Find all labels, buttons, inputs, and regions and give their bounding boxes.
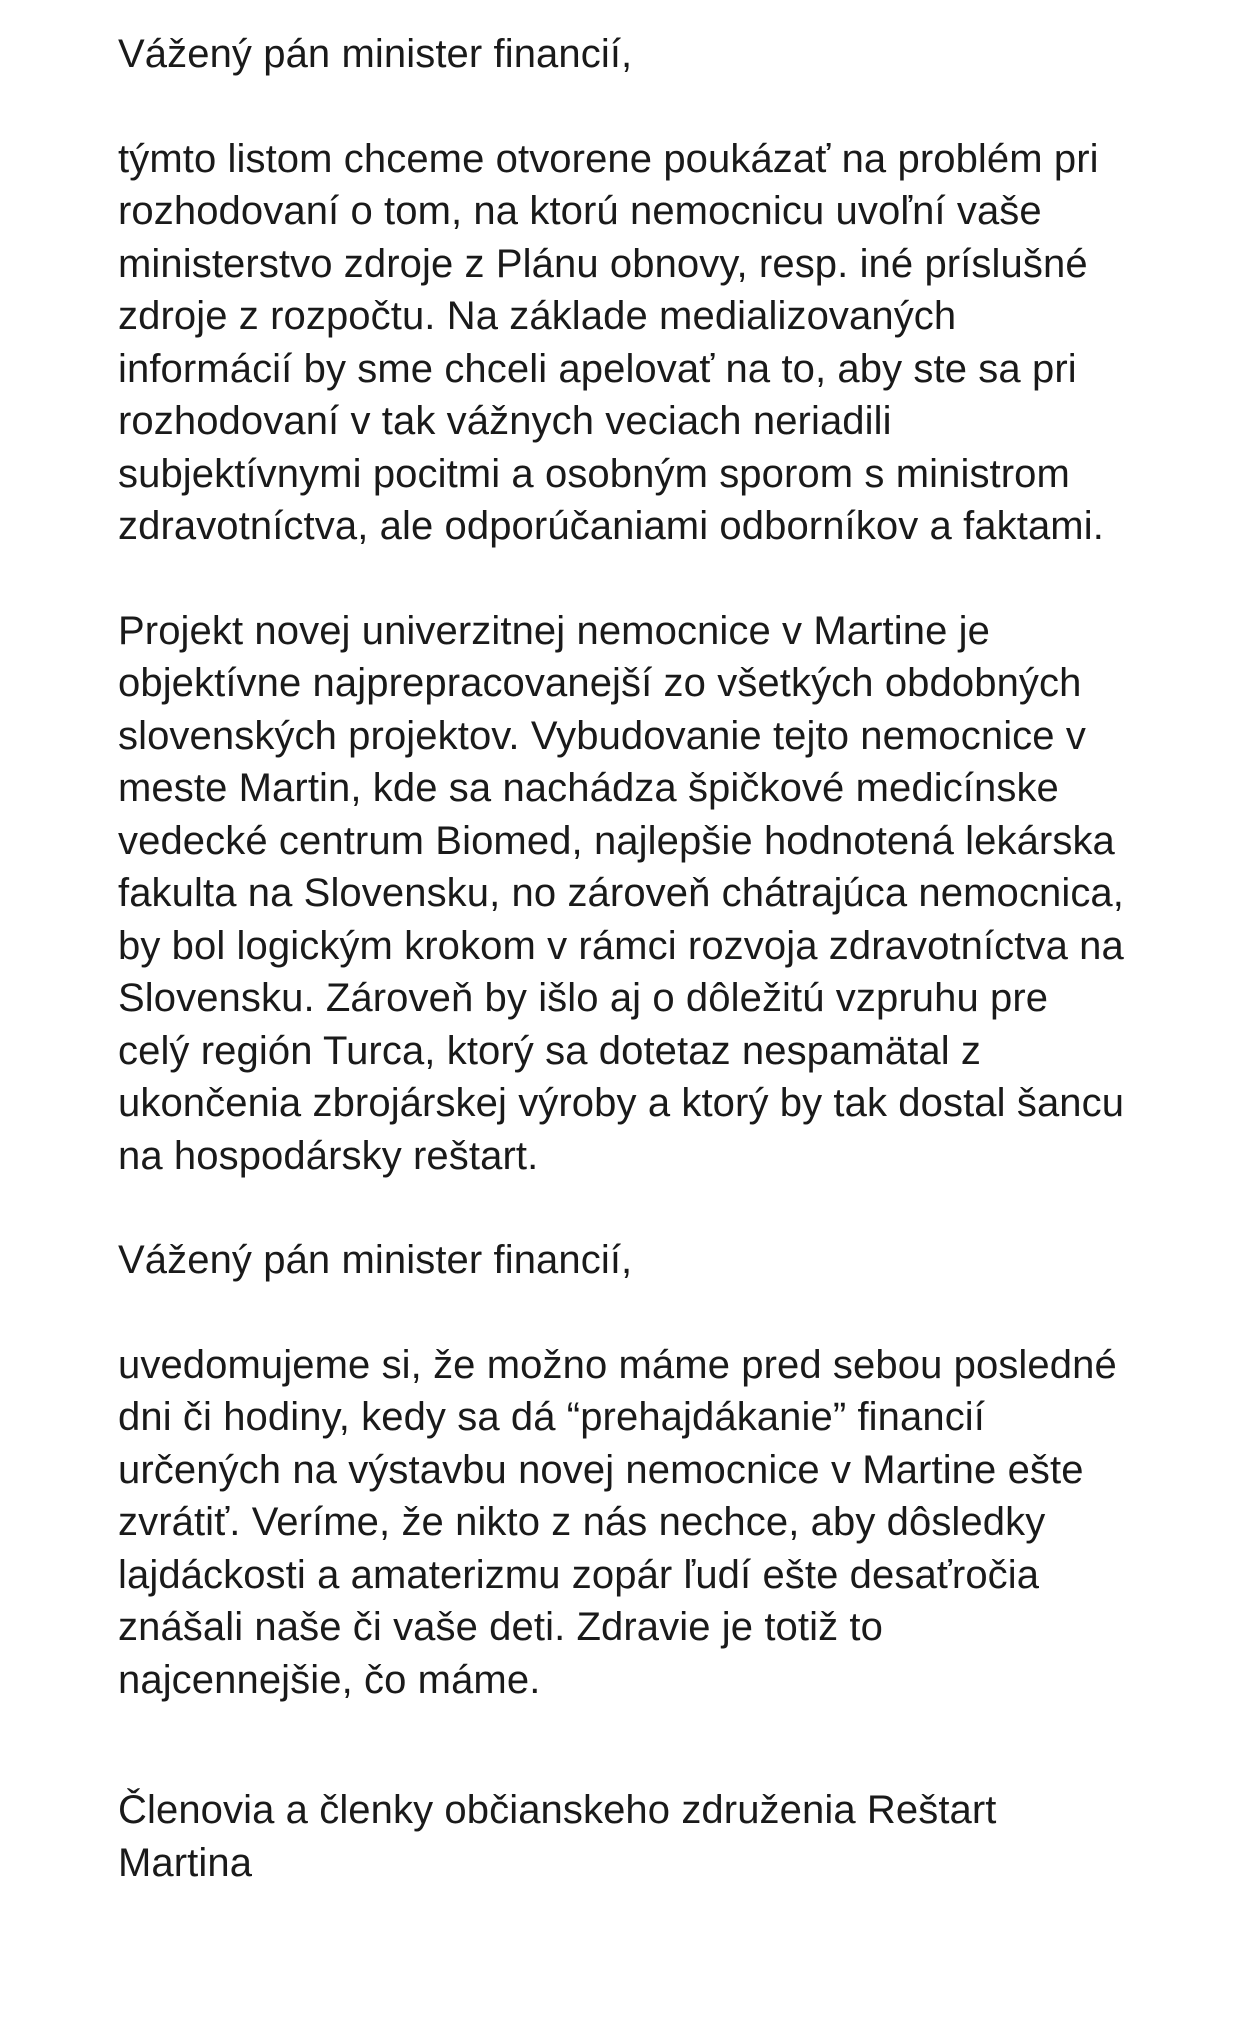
paragraph: uvedomujeme si, že možno máme pred sebou posledné dni či hodiny, kedy sa dá “prehajdákanie” financií určených na výstavbu novej nemocnice v Martine ešte zvrátiť. Veríme, že nikto z nás nechce, aby dôsledky lajdáckosti a amaterizmu zopár ľudí ešte desaťročia znášali naše či vaše deti. Zdravie je totiž to najcennejšie, čo máme. bbox=[118, 1342, 1117, 1702]
salutation: Vážený pán minister financií, bbox=[118, 32, 633, 76]
letter-body bbox=[118, 28, 1128, 1889]
salutation: Vážený pán minister financií, bbox=[118, 1238, 633, 1282]
signature: Členovia a členky občianskeho združenia Reštart Martina bbox=[118, 1788, 997, 1885]
paragraph: Projekt novej univerzitnej nemocnice v Martine je objektívne najprepracovanejší zo všetkých obdobných slovenských projektov. Vybudovanie tejto nemocnice v meste Martin, kde sa nachádza špičkové medicínske vedecké centrum Biomed, najlepšie hodnotená lekárska fakulta na Slovensku, no zároveň chátrajúca nemocnica, by bol logickým krokom v rámci rozvoja zdravotníctva na Slovensku. Zároveň by išlo aj o dôležitú vzpruhu pre celý región Turca, ktorý sa dotetaz nespamätal z ukončenia zbrojárskej výroby a ktorý by tak dostal šancu na hospodársky reštart. bbox=[118, 608, 1125, 1178]
paragraph: týmto listom chceme otvorene poukázať na problém pri rozhodovaní o tom, na ktorú nemocnicu uvoľní vaše ministerstvo zdroje z Plánu obnovy, resp. iné príslušné zdroje z rozpočtu. Na základe medializovaných informácií by sme chceli apelovať na to, aby ste sa pri rozhodovaní v tak vážnych veciach neriadili subjektívnymi pocitmi a osobným sporom s ministrom zdravotníctva, ale odporúčaniami odborníkov a faktami. bbox=[118, 136, 1104, 548]
